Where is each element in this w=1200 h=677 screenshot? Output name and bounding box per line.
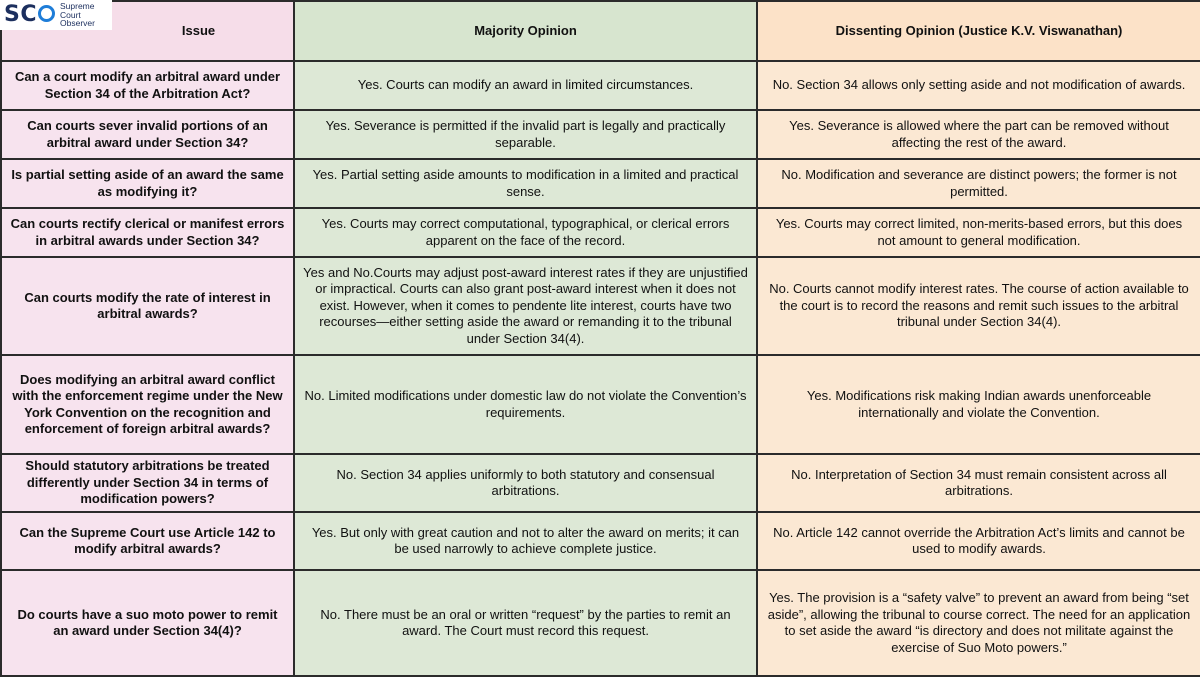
logo-word-3: Observer xyxy=(60,18,95,29)
table-row xyxy=(1,61,1200,110)
majority-cell: No. Limited modifications under domestic law do not violate the Convention’s requirements. xyxy=(294,355,757,454)
issue-cell: Should statutory arbitrations be treated differently under Section 34 in terms of modification powers? xyxy=(1,454,294,512)
table-row xyxy=(1,257,1200,355)
table-row xyxy=(1,570,1200,676)
logo-wordmark xyxy=(60,2,95,28)
sco-logo xyxy=(0,0,112,30)
dissent-cell: No. Modification and severance are distinct powers; the former is not permitted. xyxy=(757,159,1200,208)
table-row xyxy=(1,208,1200,257)
majority-cell: Yes. Courts can modify an award in limited circumstances. xyxy=(294,61,757,110)
issue-cell: Can courts modify the rate of interest in arbitral awards? xyxy=(1,257,294,355)
header-dissent: Dissenting Opinion (Justice K.V. Viswanathan) xyxy=(757,1,1200,61)
issue-cell: Is partial setting aside of an award the same as modifying it? xyxy=(1,159,294,208)
table-row xyxy=(1,110,1200,159)
table-row xyxy=(1,355,1200,454)
dissent-cell: No. Section 34 allows only setting aside and not modification of awards. xyxy=(757,61,1200,110)
majority-cell: Yes. Partial setting aside amounts to modification in a limited and practical sense. xyxy=(294,159,757,208)
table-row xyxy=(1,454,1200,512)
logo-o-ring-icon xyxy=(38,5,55,22)
majority-cell: No. Section 34 applies uniformly to both statutory and consensual arbitrations. xyxy=(294,454,757,512)
logo-word-2: Court xyxy=(60,9,81,20)
issue-cell: Can courts sever invalid portions of an arbitral award under Section 34? xyxy=(1,110,294,159)
issue-cell: Do courts have a suo moto power to remit an award under Section 34(4)? xyxy=(1,570,294,676)
dissent-cell: Yes. Modifications risk making Indian awards unenforceable internationally and violate the Convention. xyxy=(757,355,1200,454)
majority-cell: No. There must be an oral or written “request” by the parties to remit an award. The Court must record this request. xyxy=(294,570,757,676)
dissent-cell: No. Article 142 cannot override the Arbitration Act’s limits and cannot be used to modify awards. xyxy=(757,512,1200,570)
majority-cell: Yes. But only with great caution and not to alter the award on merits; it can be used narrowly to achieve complete justice. xyxy=(294,512,757,570)
header-row xyxy=(1,1,1200,61)
header-majority: Majority Opinion xyxy=(294,1,757,61)
logo-mark: SC xyxy=(4,4,55,26)
table-row xyxy=(1,159,1200,208)
majority-cell: Yes. Severance is permitted if the invalid part is legally and practically separable. xyxy=(294,110,757,159)
logo-word-1: Supreme xyxy=(60,1,95,12)
issue-cell: Can a court modify an arbitral award under Section 34 of the Arbitration Act? xyxy=(1,61,294,110)
issue-cell: Does modifying an arbitral award conflict with the enforcement regime under the New York Convention on the recognition and enforcement of foreign arbitral awards? xyxy=(1,355,294,454)
dissent-cell: No. Courts cannot modify interest rates. The course of action available to the court is to record the reasons and remit such issues to the arbitral tribunal under Section 34(4). xyxy=(757,257,1200,355)
issue-cell: Can courts rectify clerical or manifest errors in arbitral awards under Section 34? xyxy=(1,208,294,257)
dissent-cell: Yes. Courts may correct limited, non-merits-based errors, but this does not amount to general modification. xyxy=(757,208,1200,257)
header-issue: Issue xyxy=(1,1,294,61)
dissent-cell: No. Interpretation of Section 34 must remain consistent across all arbitrations. xyxy=(757,454,1200,512)
table-row xyxy=(1,512,1200,570)
dissent-cell: Yes. The provision is a “safety valve” to prevent an award from being “set aside”, allowing the tribunal to course correct. The need for an application to set aside the award “is directory and does not militate against the exercise of Suo Moto powers.” xyxy=(757,570,1200,676)
majority-cell: Yes and No.Courts may adjust post-award interest rates if they are unjustified or impractical. Courts can also grant post-award interest when it does not exist. However, when it comes to pendente lite interest, courts have two recourses—either setting aside the award or remanding it to the tribunal under Section 34(4). xyxy=(294,257,757,355)
dissent-cell: Yes. Severance is allowed where the part can be removed without affecting the rest of the award. xyxy=(757,110,1200,159)
issue-cell: Can the Supreme Court use Article 142 to modify arbitral awards? xyxy=(1,512,294,570)
majority-cell: Yes. Courts may correct computational, typographical, or clerical errors apparent on the face of the record. xyxy=(294,208,757,257)
